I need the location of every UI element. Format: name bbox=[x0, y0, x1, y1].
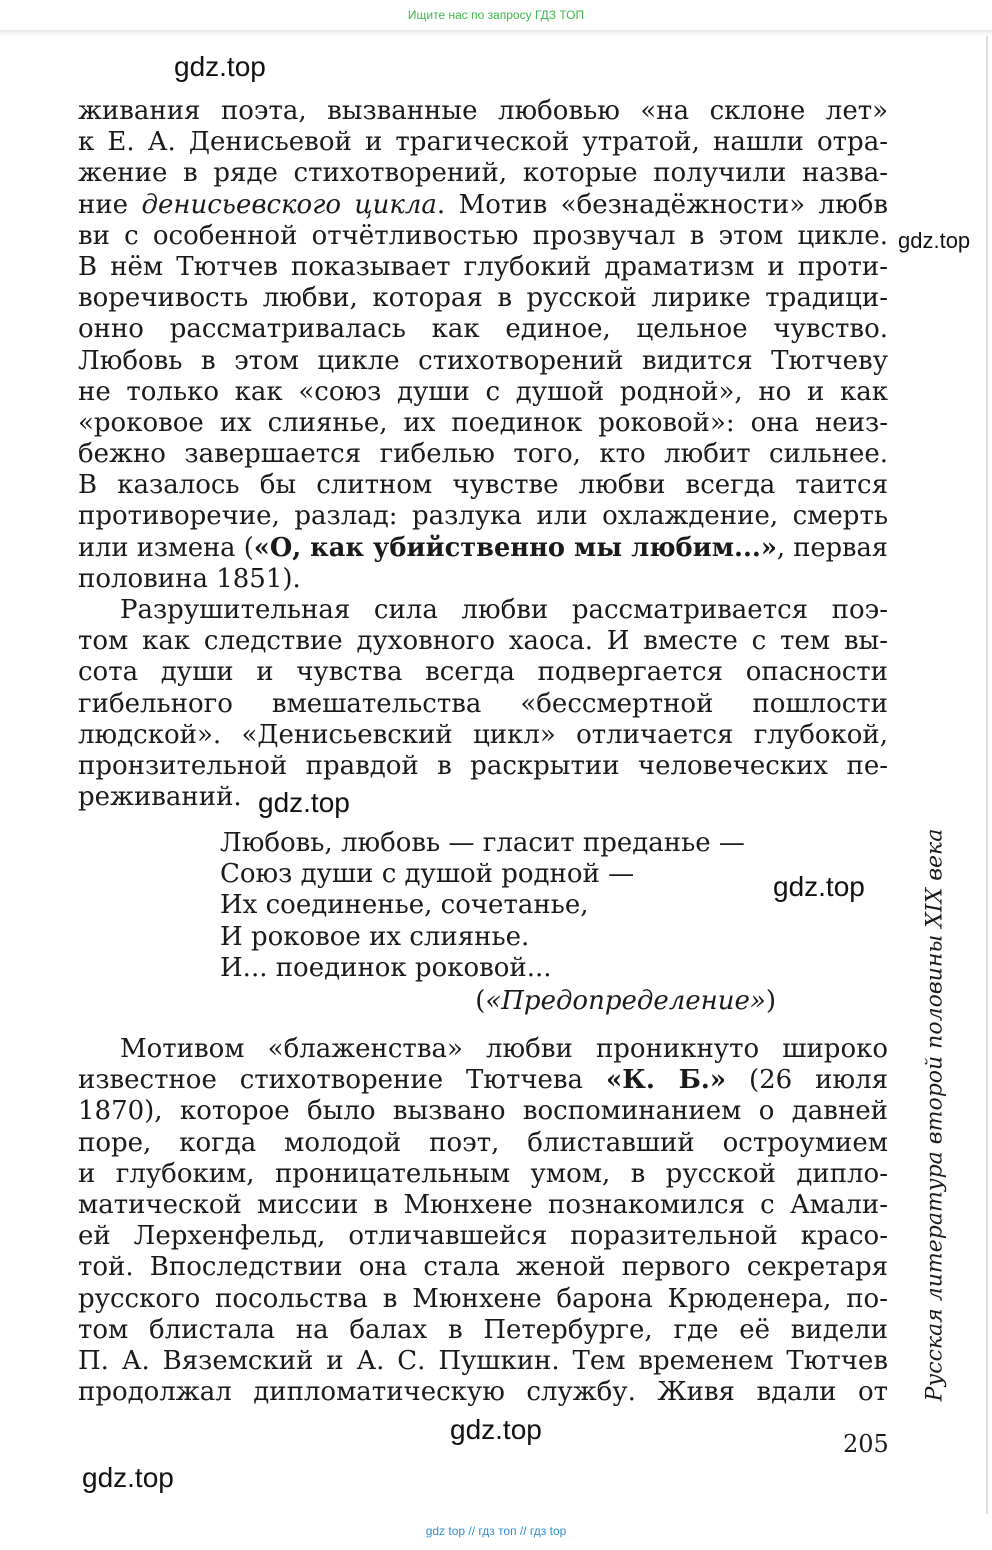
text-line: сота души и чувства всегда подвергается опасности bbox=[78, 657, 888, 688]
side-running-title: Русская литература второй половины XIX века bbox=[922, 828, 948, 1402]
text-line: том как следствие духовного хаоса. И вместе с тем вы- bbox=[78, 626, 888, 657]
poem-quote bbox=[220, 828, 780, 1017]
watermark: gdz.top bbox=[174, 51, 266, 82]
text-run: (26 июля bbox=[726, 1065, 889, 1096]
top-banner[interactable]: Ищите нас по запросу ГДЗ ТОП bbox=[407, 8, 585, 22]
body-text-top bbox=[78, 96, 888, 813]
text-run: , первая bbox=[776, 532, 888, 563]
text-line: поре, когда молодой поэт, блиставший остроумием bbox=[78, 1127, 888, 1158]
text-line: воречивость любви, которая в русской лирике традици- bbox=[78, 283, 888, 314]
poem-title-bold: «К. Б.» bbox=[605, 1065, 727, 1096]
page-right-edge bbox=[986, 36, 988, 1514]
poem-line: Союз души с душой родной — bbox=[220, 859, 635, 890]
watermark: gdz.top bbox=[82, 1462, 174, 1493]
text-run: известное стихотворение Тютчева bbox=[78, 1065, 606, 1096]
text-line: матической миссии в Мюнхене познакомился с Амали- bbox=[78, 1189, 888, 1220]
text-line: 1870), которое было вызвано воспоминанием о давней bbox=[78, 1096, 888, 1127]
paren-close: ) bbox=[765, 985, 776, 1016]
emphasis-term: денисьевского цикла bbox=[141, 189, 437, 220]
text-line: людской». «Денисьевский цикл» отличается глубокой, bbox=[78, 719, 888, 750]
poem-title-bold: «О, как убийственно мы любим...» bbox=[253, 532, 777, 563]
text-line: Мотивом «блаженства» любви проникнуто широко bbox=[120, 1034, 888, 1064]
watermark: gdz.top bbox=[898, 228, 971, 253]
watermark: gdz.top bbox=[258, 787, 350, 818]
poem-source bbox=[220, 986, 780, 1017]
body-text-bottom bbox=[78, 1034, 888, 1408]
poem-line: Их соединенье, сочетанье, bbox=[220, 890, 589, 921]
text-line: В казалось бы слитном чувстве любви всегда таится bbox=[78, 470, 888, 501]
text-line: жение в ряде стихотворений, которые получили назва- bbox=[78, 158, 888, 189]
text-line: не только как «союз души с душой родной», но и как bbox=[78, 376, 888, 407]
text-line: продолжал дипломатическую службу. Живя вдали от bbox=[78, 1377, 888, 1408]
poem-line: И роковое их слиянье. bbox=[220, 921, 530, 952]
text-line: ви с особенной отчётливостью прозвучал в этом цикле. bbox=[78, 220, 888, 251]
text-line: реживаний. bbox=[78, 782, 242, 813]
text-line bbox=[78, 1065, 888, 1096]
text-run: или измена ( bbox=[78, 532, 254, 563]
text-run: . Мотив «безнадёжности» любв bbox=[436, 189, 888, 220]
text-line: пронзительной правдой в раскрытии человеческих пе- bbox=[78, 750, 888, 781]
text-line: русского посольства в Мюнхене барона Крюденера, по- bbox=[78, 1283, 888, 1314]
text-line: к Е. А. Денисьевой и трагической утратой, нашли отра- bbox=[78, 127, 888, 158]
text-line: и глубоким, проницательным умом, в русской дипло- bbox=[78, 1158, 888, 1189]
text-line: той. Впоследствии она стала женой первого секретаря bbox=[78, 1252, 888, 1283]
paren-open: ( bbox=[475, 985, 486, 1016]
text-line bbox=[78, 533, 888, 564]
text-run: ние bbox=[78, 189, 142, 220]
text-line: В нём Тютчев показывает глубокий драматизм и проти- bbox=[78, 251, 888, 282]
text-line: Любовь в этом цикле стихотворений видится Тютчеву bbox=[78, 345, 888, 376]
text-line: онно рассматривалась как единое, цельное чувство. bbox=[78, 314, 888, 345]
text-line: живания поэта, вызванные любовью «на склоне лет» bbox=[78, 96, 888, 126]
text-line bbox=[78, 190, 888, 221]
header-shadow bbox=[0, 30, 992, 36]
text-line: противоречие, разлад: разлука или охлаждение, смерть bbox=[78, 501, 888, 532]
text-line: гибельного вмешательства «бессмертной пошлости bbox=[78, 688, 888, 719]
watermark: gdz.top bbox=[450, 1414, 542, 1445]
text-line: бежно завершается гибелью того, кто любит сильнее. bbox=[78, 439, 888, 470]
text-line: П. А. Вяземский и А. С. Пушкин. Тем временем Тютчев bbox=[78, 1345, 888, 1376]
poem-line: Любовь, любовь — гласит преданье — bbox=[220, 828, 745, 858]
watermark: gdz.top bbox=[773, 871, 865, 902]
poem-source-title: «Предопределение» bbox=[485, 985, 766, 1016]
text-line: половина 1851). bbox=[78, 563, 301, 594]
text-line: том блистала на балах в Петербурге, где её видели bbox=[78, 1314, 888, 1345]
footer-links[interactable]: gdz top // гдз топ // гдз top bbox=[425, 1524, 567, 1538]
text-line: ей Лерхенфельд, отличавшейся поразительной красо- bbox=[78, 1221, 888, 1252]
text-line: «роковое их слиянье, их поединок роковой»: она неиз- bbox=[78, 407, 888, 438]
poem-line: И... поединок роковой... bbox=[220, 952, 552, 983]
text-line: Разрушительная сила любви рассматривается поэ- bbox=[120, 595, 888, 625]
page-number: 205 bbox=[843, 1430, 889, 1458]
